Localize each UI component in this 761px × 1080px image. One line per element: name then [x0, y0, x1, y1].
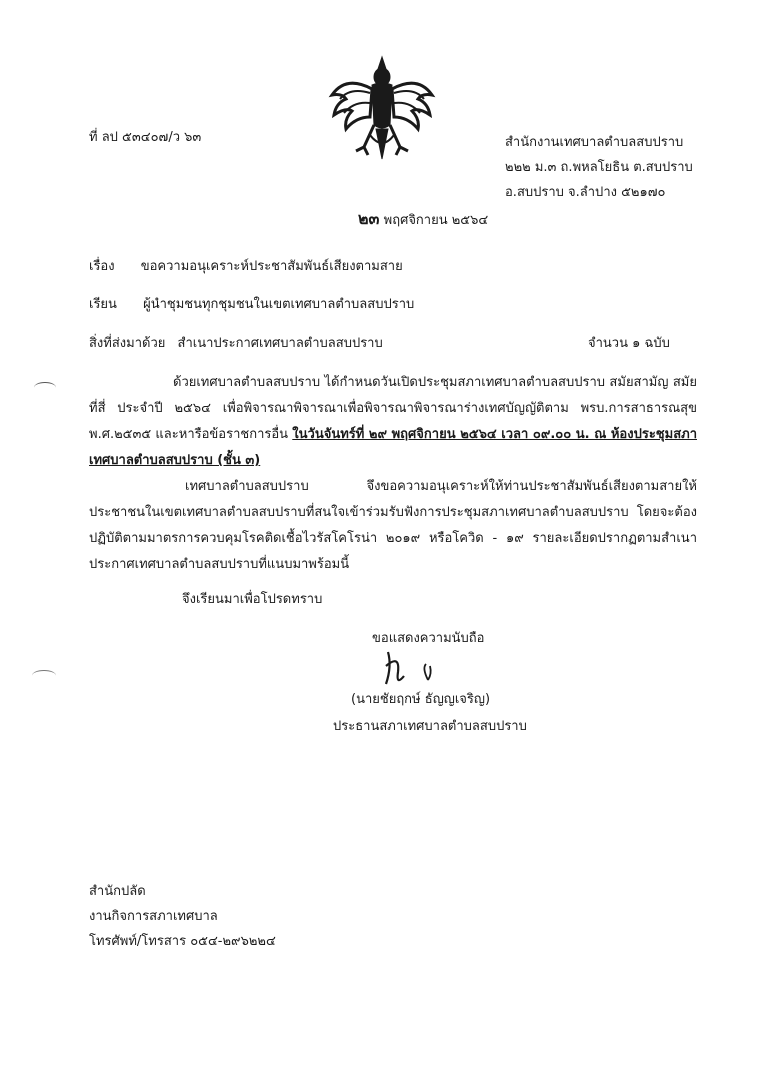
- body-paragraph-1: [89, 370, 697, 474]
- subject-line: [89, 255, 403, 276]
- para1-text: ด้วยเทศบาลตำบลสบปราบ ได้กำหนดวันเปิดประชุมสภาเทศบาลตำบลสบปราบ สมัยสามัญ สมัยที่สี่ ประจำปี ๒๕๖๔ เพื่อพิจารณาพิจารณาเพื่อพิจารณาพิจารณาร่างเทศบัญญัติตาม พรบ.การสาธารณสุข พ.ศ.๒๕๓๕ และหารือข้อราชการอื่น: [89, 375, 697, 442]
- punch-mark-top: [34, 382, 56, 393]
- enclosure-text: สำเนาประกาศเทศบาลตำบลสบปราบ: [177, 336, 383, 351]
- garuda-emblem-icon: [326, 55, 438, 165]
- sender-address-line1: สำนักงานเทศบาลตำบลสบปราบ: [505, 135, 684, 150]
- recipient-label: เรียน: [89, 297, 117, 312]
- para2-text: เทศบาลตำบลสบปราบ จึงขอความอนุเคราะห์ให้ท่านประชาสัมพันธ์เสียงตามสายให้ประชาชนในเขตเทศบาลตำบลสบปราบที่สนใจเข้าร่วมรับฟังการประชุมสภาเทศบาลตำบลสบปราบ โดยจะต้องปฏิบัติตามมาตรการควบคุมโรคติดเชื้อไวรัสโคโรน่า ๒๐๑๙ หรือโควิด - ๑๙ รายละเอียดปรากฏตามสำเนาประกาศเทศบาลตำบลสบปราบที่แนบมาพร้อมนี้: [89, 479, 697, 572]
- meeting-datetime-emphasis: ในวันจันทร์ที่ ๒๙ พฤศจิกายน ๒๕๖๔ เวลา ๐๙.๐๐ น. ณ ห้องประชุมสภาเทศบาลตำบลสบปราบ (ชั้น ๓): [89, 427, 697, 468]
- footer-department: สำนักปลัด: [89, 884, 146, 899]
- subject-label: เรื่อง: [89, 259, 115, 274]
- document-date: [358, 207, 488, 232]
- sender-address-line3: อ.สบปราบ จ.ลำปาง ๕๒๑๗๐: [505, 185, 666, 200]
- signer-position: ประธานสภาเทศบาลตำบลสบปราบ: [333, 719, 527, 734]
- subject-text: ขอความอนุเคราะห์ประชาสัมพันธ์เสียงตามสาย: [140, 259, 403, 274]
- date-month-year: พฤศจิกายน ๒๕๖๔: [383, 213, 489, 228]
- document-reference: ที่ ลป ๕๓๔๐๗/ว ๖๓: [89, 130, 202, 145]
- sender-address-line2: ๒๒๒ ม.๓ ถ.พหลโยธิน ต.สบปราบ: [505, 160, 693, 175]
- footer-section: งานกิจการสภาเทศบาล: [89, 909, 218, 924]
- enclosure-count: จำนวน ๑ ฉบับ: [588, 336, 670, 351]
- footer-phone: โทรศัพท์/โทรสาร ๐๕๔-๒๙๖๒๒๔: [89, 934, 276, 949]
- recipient-line: [89, 293, 414, 314]
- punch-mark-bottom: [32, 670, 56, 681]
- date-day: ๒๓: [358, 209, 380, 228]
- enclosure-label: สิ่งที่ส่งมาด้วย: [89, 336, 166, 351]
- recipient-text: ผู้นำชุมชนทุกชุมชนในเขตเทศบาลตำบลสบปราบ: [143, 297, 415, 312]
- regards-line: ขอแสดงความนับถือ: [372, 631, 485, 646]
- closing-line: จึงเรียนมาเพื่อโปรดทราบ: [182, 592, 323, 607]
- signature-mark-icon: [378, 646, 448, 692]
- enclosure-line: [89, 332, 383, 353]
- body-paragraph-2: [89, 474, 697, 578]
- signer-name: (นายชัยฤกษ์ ธัญญเจริญ): [351, 692, 491, 707]
